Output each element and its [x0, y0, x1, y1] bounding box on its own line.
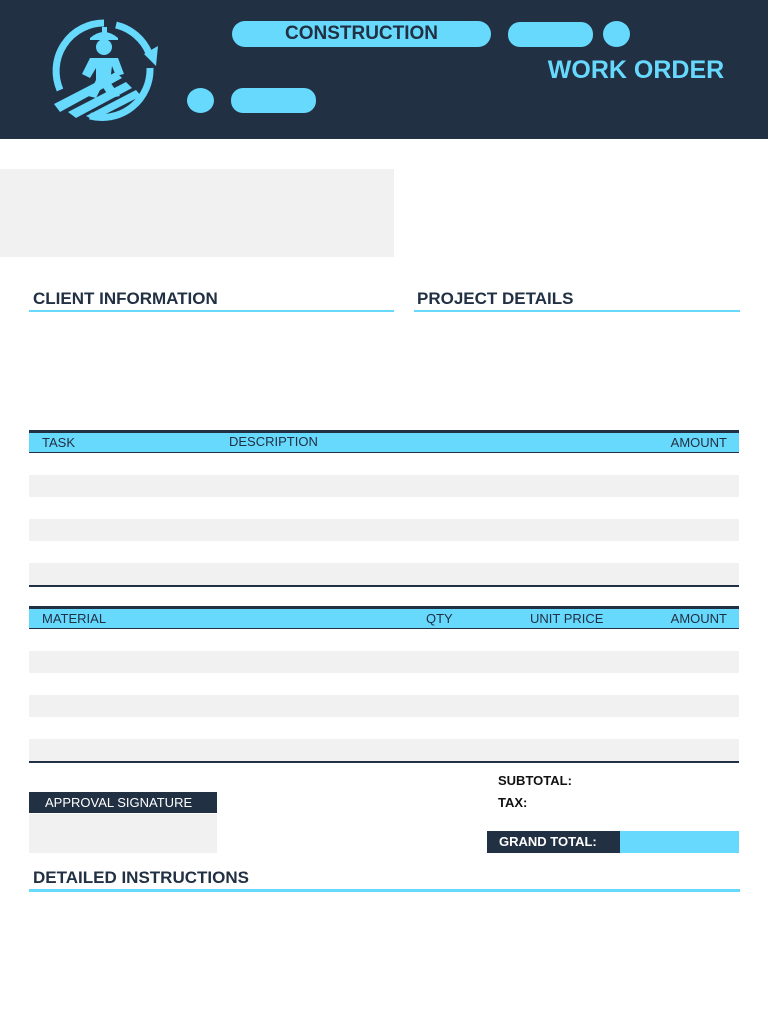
table-row[interactable]: [29, 563, 739, 585]
table-row[interactable]: [29, 739, 739, 761]
tasks-table-header: [29, 433, 739, 453]
column-header-unit-price: UNIT PRICE: [530, 611, 604, 626]
header-decor-dot: [603, 21, 630, 47]
table-bottom-rule: [29, 585, 739, 587]
table-row[interactable]: [29, 541, 739, 563]
column-header-material: MATERIAL: [42, 611, 107, 626]
table-bottom-rule: [29, 761, 739, 763]
table-row[interactable]: [29, 519, 739, 541]
tasks-table: [29, 430, 739, 587]
header-subtitle: WORK ORDER: [547, 56, 725, 84]
approval-signature-box[interactable]: [29, 814, 217, 853]
column-header-amount: AMOUNT: [670, 435, 727, 450]
grand-total-label: GRAND TOTAL:: [487, 831, 620, 853]
company-info-box[interactable]: [0, 169, 394, 257]
table-row[interactable]: [29, 629, 739, 651]
table-row[interactable]: [29, 651, 739, 673]
tax-label: TAX:: [498, 795, 528, 810]
column-header-description: DESCRIPTION: [229, 434, 318, 449]
materials-table: [29, 606, 739, 763]
detailed-instructions-title: DETAILED INSTRUCTIONS: [33, 868, 249, 887]
client-information-title: CLIENT INFORMATION: [33, 289, 218, 308]
client-information-rule: [29, 310, 394, 312]
table-row[interactable]: [29, 475, 739, 497]
project-details-title: PROJECT DETAILS: [417, 289, 574, 308]
approval-signature-label: APPROVAL SIGNATURE: [29, 792, 217, 813]
header-banner: [0, 0, 768, 139]
materials-table-header: [29, 609, 739, 629]
header-decor-dot: [187, 88, 214, 113]
column-header-amount: AMOUNT: [670, 611, 727, 626]
table-row[interactable]: [29, 453, 739, 475]
column-header-qty: QTY: [426, 611, 453, 626]
construction-worker-logo-icon: [46, 16, 162, 122]
header-decor-pill: [508, 22, 593, 47]
table-row[interactable]: [29, 717, 739, 739]
header-title: CONSTRUCTION: [232, 21, 491, 47]
subtotal-label: SUBTOTAL:: [498, 773, 572, 788]
project-details-rule: [414, 310, 740, 312]
grand-total-value[interactable]: [620, 831, 739, 853]
table-row[interactable]: [29, 695, 739, 717]
table-row[interactable]: [29, 497, 739, 519]
column-header-task: TASK: [42, 435, 75, 450]
header-decor-pill: [231, 88, 316, 113]
detailed-instructions-rule: [29, 889, 740, 892]
table-row[interactable]: [29, 673, 739, 695]
